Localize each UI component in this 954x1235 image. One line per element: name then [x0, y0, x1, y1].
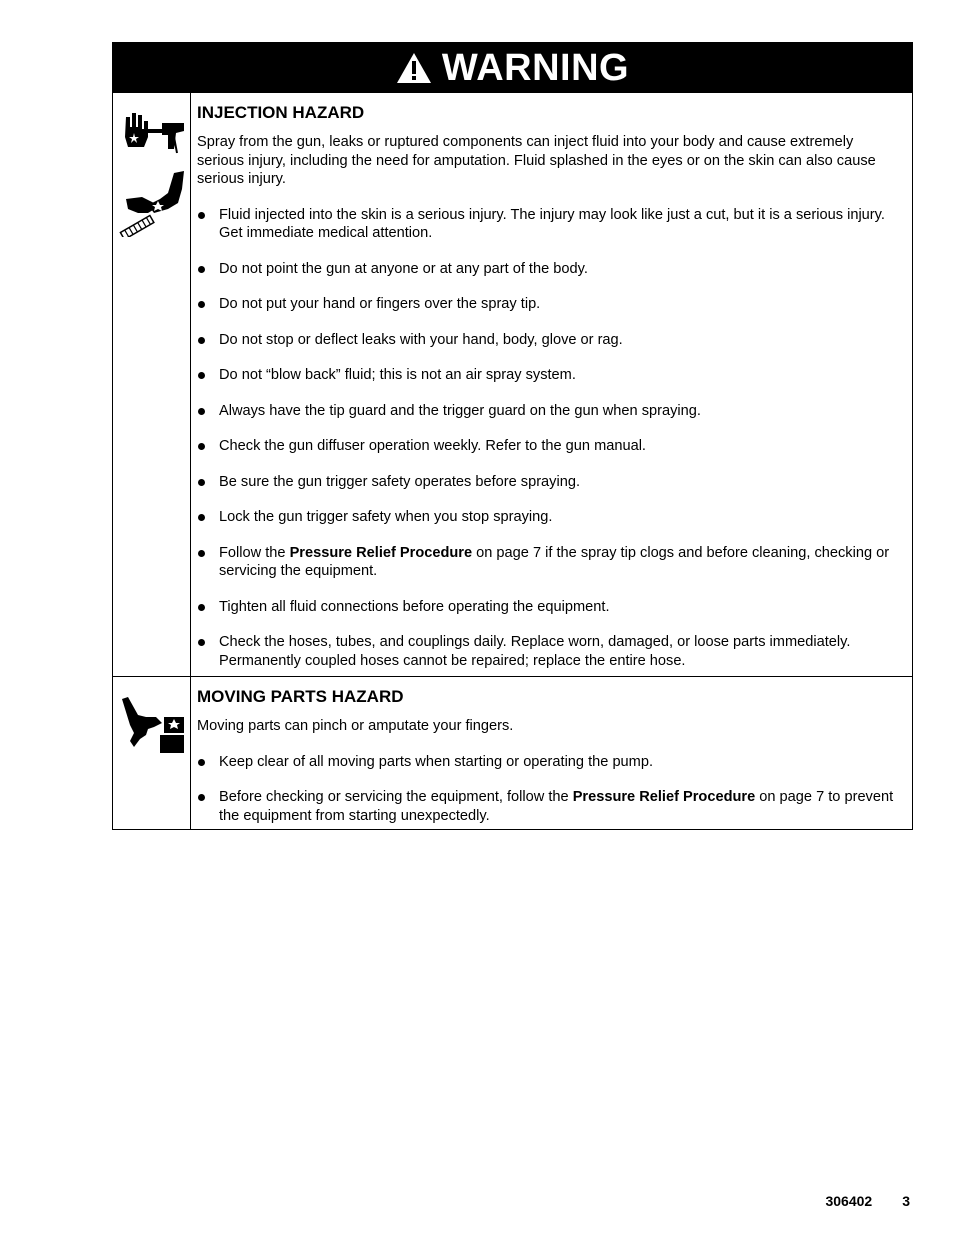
bullet-text: Be sure the gun trigger safety operates before spraying.: [219, 473, 581, 490]
moving-parts-bullet-list: [197, 753, 902, 826]
bullet-dot: [198, 212, 205, 219]
warning-title: WARNING: [441, 46, 630, 89]
list-item: [197, 295, 902, 314]
bullet-dot: [198, 408, 205, 415]
bullet-text: Do not put your hand or fingers over the spray tip.: [219, 296, 541, 312]
list-item: [197, 788, 902, 825]
list-item: [197, 508, 902, 527]
hose-injection-icon: [118, 169, 188, 237]
injection-text-column: [191, 93, 912, 676]
bullet-text-pre: Before checking or servicing the equipment, follow the: [219, 789, 573, 805]
list-item: [197, 598, 902, 617]
warning-box: [112, 42, 913, 830]
bullet-text: Always have the tip guard and the trigger guard on the gun when spraying.: [219, 402, 701, 419]
list-item: [197, 206, 902, 243]
bullet-dot: [198, 604, 205, 611]
warning-triangle-icon: [396, 52, 432, 84]
bullet-text: Do not stop or deflect leaks with your hand, body, glove or rag.: [219, 331, 623, 348]
bullet-dot: [198, 337, 205, 344]
page-footer: [825, 1193, 910, 1209]
bullet-text: Tighten all fluid connections before operating the equipment.: [219, 598, 610, 615]
moving-parts-hazard-title: MOVING PARTS HAZARD: [197, 687, 404, 706]
bullet-dot: [198, 443, 205, 450]
bullet-text: Check the hoses, tubes, and couplings daily. Replace worn, damaged, or loose parts immediately. Permanently coupled hoses cannot be repaired; replace the entire hose.: [219, 634, 851, 669]
injection-icon-column: [113, 93, 191, 676]
bullet-dot: [198, 266, 205, 273]
pressure-relief-reference: Pressure Relief Procedure: [289, 544, 473, 561]
list-item: [197, 544, 902, 581]
list-item: [197, 366, 902, 385]
bullet-dot: [198, 301, 205, 308]
pressure-relief-reference: Pressure Relief Procedure: [572, 789, 756, 805]
document-number: 306402: [825, 1193, 873, 1209]
list-item: [197, 633, 902, 670]
moving-parts-intro: Moving parts can pinch or amputate your fingers.: [197, 718, 514, 734]
injection-hazard-title: INJECTION HAZARD: [197, 103, 365, 122]
bullet-text: Fluid injected into the skin is a serious injury. The injury may look like just a cut, but it is a serious injury. Get immediate medical attention.: [219, 206, 885, 241]
bullet-dot: [198, 514, 205, 521]
bullet-dot: [198, 794, 205, 801]
bullet-dot: [198, 639, 205, 646]
hand-spray-gun-icon: [122, 109, 188, 161]
moving-parts-text-column: [191, 677, 912, 829]
injection-intro: Spray from the gun, leaks or ruptured components can inject fluid into your body and cause extremely serious injury, including the need for amputation. Fluid splashed in the eyes or on the skin can also cause serious injury.: [197, 134, 876, 187]
bullet-text-pre: Follow the: [219, 544, 290, 561]
page-number: 3: [902, 1193, 910, 1209]
bullet-dot: [198, 550, 205, 557]
bullet-text-post: on page 7 to prevent the equipment from starting unexpectedly.: [219, 789, 894, 824]
bullet-text: Check the gun diffuser operation weekly. Refer to the gun manual.: [219, 438, 646, 454]
pinch-hand-icon: [120, 695, 186, 755]
bullet-text: Do not point the gun at anyone or at any part of the body.: [219, 260, 588, 277]
warning-header: [113, 43, 912, 92]
list-item: [197, 402, 902, 421]
bullet-text: Do not “blow back” fluid; this is not an air spray system.: [219, 367, 576, 383]
list-item: [197, 753, 902, 772]
list-item: [197, 260, 902, 279]
injection-bullet-list: [197, 206, 902, 671]
bullet-dot: [198, 372, 205, 379]
list-item: [197, 437, 902, 456]
bullet-text-post: on page 7 if the spray tip clogs and before cleaning, checking or servicing the equipment.: [219, 544, 890, 579]
list-item: [197, 473, 902, 492]
bullet-dot: [198, 479, 205, 486]
injection-hazard-section: [113, 92, 912, 676]
bullet-text: Keep clear of all moving parts when starting or operating the pump.: [219, 753, 654, 770]
list-item: [197, 331, 902, 350]
bullet-dot: [198, 759, 205, 766]
moving-parts-hazard-section: [113, 676, 912, 829]
bullet-text: Lock the gun trigger safety when you stop spraying.: [219, 509, 553, 525]
moving-parts-icon-column: [113, 677, 191, 829]
